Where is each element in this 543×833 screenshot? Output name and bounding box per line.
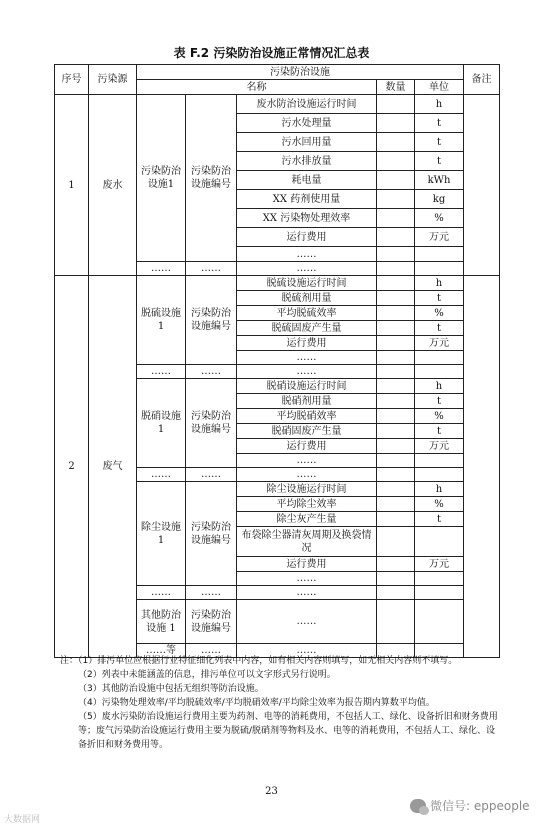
quantity-cell <box>377 291 415 306</box>
ellipsis-cell: …… <box>237 247 377 262</box>
unit-cell: % <box>415 409 464 424</box>
item-name-cell: 平均脱硝效率 <box>237 409 377 424</box>
header-quantity: 数量 <box>377 80 415 95</box>
header-serial: 序号 <box>55 65 89 95</box>
watermark-right <box>410 797 530 814</box>
quantity-cell <box>377 527 415 557</box>
unit-cell: % <box>415 497 464 512</box>
header-source: 污染源 <box>89 65 137 95</box>
quantity-cell <box>377 190 415 209</box>
quantity-cell <box>377 600 415 644</box>
table-row <box>55 276 500 291</box>
item-name-cell: 除尘设施运行时间 <box>237 482 377 497</box>
quantity-cell <box>377 512 415 527</box>
remark-cell <box>464 276 500 658</box>
quantity-cell <box>377 454 415 468</box>
quantity-cell <box>377 572 415 586</box>
ellipsis-cell: …… <box>237 468 377 482</box>
unit-cell: kWh <box>415 171 464 190</box>
ellipsis-cell: …… <box>186 365 237 379</box>
facility-code-cell: 污染防治设施编号 <box>186 379 237 468</box>
item-name-cell: 脱硝剂用量 <box>237 394 377 409</box>
unit-cell: kg <box>415 190 464 209</box>
ellipsis-cell: …… <box>137 262 186 276</box>
item-name-cell: 污水回用量 <box>237 133 377 152</box>
quantity-cell <box>377 228 415 247</box>
note-line: 注：（1）排污单位应根据行业特征细化列表中内容，如有相关内容则填写，如无相关内容则不填写。 <box>60 656 458 666</box>
table-row <box>55 65 500 80</box>
facility-code-cell: 污染防治设施编号 <box>186 276 237 365</box>
unit-cell: t <box>415 114 464 133</box>
quantity-cell <box>377 95 415 114</box>
unit-cell: t <box>415 394 464 409</box>
ellipsis-cell: …… <box>237 572 377 586</box>
item-name-cell: 耗电量 <box>237 171 377 190</box>
item-name-cell: 脱硫固废产生量 <box>237 321 377 336</box>
item-name-cell: 脱硝设施运行时间 <box>237 379 377 394</box>
item-name-cell: 运行费用 <box>237 439 377 454</box>
quantity-cell <box>377 262 415 276</box>
item-name-cell: 平均脱硫效率 <box>237 306 377 321</box>
serial-cell: 2 <box>55 276 89 658</box>
quantity-cell <box>377 468 415 482</box>
quantity-cell <box>377 133 415 152</box>
quantity-cell <box>377 557 415 572</box>
quantity-cell <box>377 209 415 228</box>
unit-cell: 万元 <box>415 336 464 351</box>
item-name-cell: 运行费用 <box>237 557 377 572</box>
item-name-cell: XX 药剂使用量 <box>237 190 377 209</box>
unit-cell: t <box>415 133 464 152</box>
unit-cell: h <box>415 379 464 394</box>
ellipsis-cell: ……等 <box>137 644 186 658</box>
quantity-cell <box>377 424 415 439</box>
quantity-cell <box>377 247 415 262</box>
facility-cell: 除尘设施 1 <box>137 482 186 586</box>
ellipsis-cell: …… <box>237 454 377 468</box>
source-cell: 废气 <box>89 276 137 658</box>
item-name-cell: 脱硫设施运行时间 <box>237 276 377 291</box>
unit-cell <box>415 365 464 379</box>
unit-cell: 万元 <box>415 557 464 572</box>
facility-code-cell: 污染防治设施编号 <box>186 600 237 644</box>
ellipsis-cell: …… <box>186 262 237 276</box>
quantity-cell <box>377 306 415 321</box>
facility-cell: 污染防治设施1 <box>137 95 186 262</box>
unit-cell <box>415 454 464 468</box>
unit-cell <box>415 527 464 557</box>
quantity-cell <box>377 586 415 600</box>
unit-cell <box>415 468 464 482</box>
unit-cell <box>415 351 464 365</box>
source-cell: 废水 <box>89 95 137 276</box>
table-title: 表 F.2 污染防治设施正常情况汇总表 <box>173 46 370 60</box>
header-unit: 单位 <box>415 80 464 95</box>
ellipsis-cell: …… <box>237 262 377 276</box>
item-name-cell: 废水防治设施运行时间 <box>237 95 377 114</box>
facility-code-cell: 污染防治设施编号 <box>186 95 237 262</box>
unit-cell: % <box>415 306 464 321</box>
ellipsis-cell: …… <box>237 600 377 644</box>
facility-cell: 脱硫设施 1 <box>137 276 186 365</box>
quantity-cell <box>377 365 415 379</box>
serial-cell: 1 <box>55 95 89 276</box>
quantity-cell <box>377 321 415 336</box>
note-line: （4）污染物处理效率/平均脱硫效率/平均脱硝效率/平均除尘效率为报告期内算数平均值。 <box>78 698 435 708</box>
unit-cell <box>415 262 464 276</box>
ellipsis-cell: …… <box>186 468 237 482</box>
ellipsis-cell: …… <box>137 586 186 600</box>
header-remark: 备注 <box>464 65 500 95</box>
quantity-cell <box>377 152 415 171</box>
quantity-cell <box>377 114 415 133</box>
ellipsis-cell: …… <box>186 586 237 600</box>
unit-cell: t <box>415 321 464 336</box>
page-number: 23 <box>265 786 278 797</box>
quantity-cell <box>377 379 415 394</box>
unit-cell: 万元 <box>415 228 464 247</box>
unit-cell: 万元 <box>415 439 464 454</box>
item-name-cell: 运行费用 <box>237 228 377 247</box>
unit-cell <box>415 600 464 644</box>
item-name-cell: 脱硝固废产生量 <box>237 424 377 439</box>
ellipsis-cell: …… <box>137 468 186 482</box>
item-name-cell: 平均除尘效率 <box>237 497 377 512</box>
quantity-cell <box>377 171 415 190</box>
wechat-icon <box>410 799 426 813</box>
remark-cell <box>464 95 500 276</box>
unit-cell: h <box>415 276 464 291</box>
watermark-right-text: 微信号: eppeople <box>430 799 530 813</box>
unit-cell: % <box>415 209 464 228</box>
note-line: （2）列表中未能涵盖的信息，排污单位可以文字形式另行说明。 <box>78 670 336 680</box>
item-name-cell: 脱硫剂用量 <box>237 291 377 306</box>
header-facility: 污染防治设施 <box>137 65 464 80</box>
unit-cell: t <box>415 291 464 306</box>
quantity-cell <box>377 439 415 454</box>
item-name-cell: 除尘灰产生量 <box>237 512 377 527</box>
quantity-cell <box>377 409 415 424</box>
header-name: 名称 <box>137 80 377 95</box>
quantity-cell <box>377 394 415 409</box>
unit-cell <box>415 572 464 586</box>
ellipsis-cell: …… <box>237 351 377 365</box>
facility-summary-table <box>54 64 500 658</box>
note-line: （5）废水污染防治设施运行费用主要为药剂、电等的消耗费用，不包括人工、绿化、设备折旧和财务费用等；废气污染防治设施运行费用主要为脱硫/脱硝剂等物料及水、电等的消耗费用，不包括人工、绿化、设备折旧和财务费用等。 <box>78 712 498 750</box>
unit-cell: h <box>415 95 464 114</box>
quantity-cell <box>377 497 415 512</box>
note-line: （3）其他防治设施中包括无组织等防治设施。 <box>78 684 264 694</box>
ellipsis-cell: …… <box>186 644 237 658</box>
table-notes <box>60 654 500 752</box>
quantity-cell <box>377 482 415 497</box>
item-name-cell: 污水处理量 <box>237 114 377 133</box>
quantity-cell <box>377 276 415 291</box>
watermark-left: 大数据网 <box>4 815 41 825</box>
item-name-cell: 布袋除尘器清灰周期及换袋情况 <box>237 527 377 557</box>
facility-cell: 其他防治设施 1 <box>137 600 186 644</box>
unit-cell: h <box>415 482 464 497</box>
quantity-cell <box>377 351 415 365</box>
ellipsis-cell: …… <box>237 365 377 379</box>
item-name-cell: XX 污染物处理效率 <box>237 209 377 228</box>
unit-cell <box>415 247 464 262</box>
item-name-cell: 运行费用 <box>237 336 377 351</box>
ellipsis-cell: …… <box>237 644 377 658</box>
unit-cell: t <box>415 512 464 527</box>
unit-cell: t <box>415 152 464 171</box>
item-name-cell: 污水排放量 <box>237 152 377 171</box>
ellipsis-cell: …… <box>137 365 186 379</box>
facility-code-cell: 污染防治设施编号 <box>186 482 237 586</box>
unit-cell <box>415 586 464 600</box>
facility-cell: 脱硝设施 1 <box>137 379 186 468</box>
quantity-cell <box>377 336 415 351</box>
ellipsis-cell: …… <box>237 586 377 600</box>
unit-cell: t <box>415 424 464 439</box>
table-row <box>55 95 500 114</box>
